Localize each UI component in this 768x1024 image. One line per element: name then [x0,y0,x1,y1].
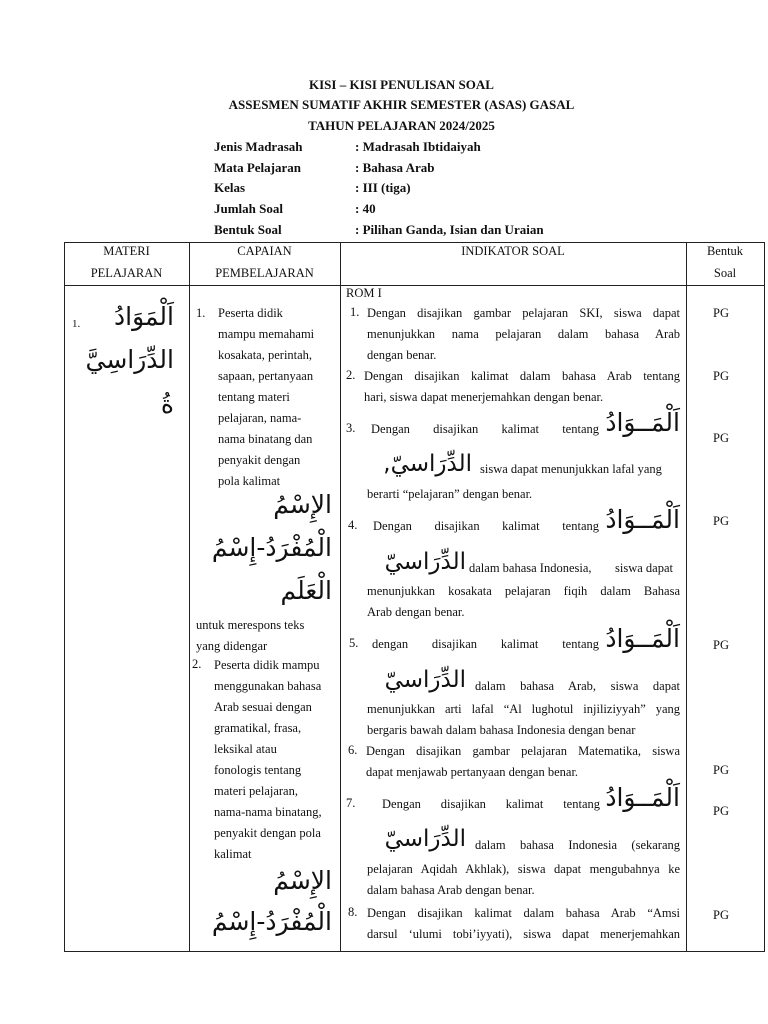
meta-label-jenis: Jenis Madrasah [214,139,303,154]
bentuk-1: PG [713,306,729,320]
capaian-1-after-line: untuk merespons teks [196,618,305,632]
meta-value-jumlah: : 40 [355,201,376,216]
column-divider-1 [189,242,190,952]
capaian-2-arabic-2: الْمُفْرَدُ-إِسْمُ [211,907,332,936]
indikator-1-line: dengan benar. [367,348,437,362]
capaian-1-arabic-1: الإِسْمُ [273,490,332,519]
doc-title-line3: TAHUN PELAJARAN 2024/2025 [308,118,495,133]
indikator-4-line1: Dengan disajikan kalimat tentang [373,519,599,533]
indikator-4-line: Arab dengan benar. [367,605,465,619]
indikator-7-text [367,859,680,901]
indikator-2-line: Dengan disajikan kalimat dalam bahasa Arab tentang [364,369,680,383]
column-divider-2 [340,242,341,952]
indikator-5-arabic-2: الدِّرَاسيّ [384,667,466,693]
meta-value-bentuk: : Pilihan Ganda, Isian dan Uraian [355,222,544,237]
header-indikator-text: INDIKATOR SOAL [461,244,565,258]
indikator-6-number: 6. [348,743,358,757]
indikator-2-number: 2. [346,368,356,382]
indikator-8-number: 8. [348,905,358,919]
capaian-2-line: fonologis tentang [214,763,302,777]
indikator-7-line: dalam bahasa Arab dengan benar. [367,883,535,897]
capaian-1-text [218,303,336,492]
indikator-rom: ROM I [346,286,382,300]
capaian-2-text [214,655,338,865]
meta-value-jenis: : Madrasah Ibtidaiyah [355,139,481,154]
capaian-2-line: menggunakan bahasa [214,679,322,693]
indikator-4-text [367,581,680,623]
indikator-5-number: 5. [349,636,359,650]
table-header-divider [64,285,765,286]
meta-label-bentuk: Bentuk Soal [214,222,282,237]
header-bentuk-line1: Bentuk [706,244,744,258]
table-border-bottom [64,951,765,952]
capaian-2-line: Arab sesuai dengan [214,700,312,714]
header-capaian [189,240,340,284]
indikator-7-arabic-1: اَلْمَــوَادُ [605,783,680,812]
bentuk-4: PG [713,514,729,528]
table-border-right [764,242,765,952]
capaian-1-number: 1. [196,306,206,320]
materi-arabic-line3: ةُ [160,390,174,419]
capaian-1-after [196,615,336,657]
capaian-1-line: penyakit dengan [218,453,301,467]
indikator-3-line2: siswa dapat menunjukkan lafal yang [480,462,662,476]
meta-label-jumlah: Jumlah Soal [214,201,283,216]
header-bentuk-line2: Soal [713,266,737,280]
indikator-7-line: pelajaran Aqidah Akhlak), siswa dapat mengubahnya ke [367,862,680,876]
capaian-1-line: Peserta didik [218,306,283,320]
materi-arabic-line2: الدِّرَاسِيَّ [85,345,174,374]
indikator-7-line1: Dengan disajikan kalimat tentang [382,797,600,811]
capaian-2-line: materi pelajaran, [214,784,298,798]
materi-number: 1. [72,318,81,330]
header-materi-line2: PELAJARAN [90,266,163,280]
indikator-7-arabic-2: الدِّرَاسيّ [384,826,466,852]
capaian-1-arabic-2: الْمُفْرَدُ-إِسْمُ [211,533,332,562]
meta-value-kelas: : III (tiga) [355,180,411,195]
capaian-1-line: kosakata, perintah, [218,348,313,362]
indikator-8-line: Dengan disajikan kalimat dalam bahasa Arab “Amsi [367,906,680,920]
doc-title-line2: ASSESMEN SUMATIF AKHIR SEMESTER (ASAS) GASAL [228,97,575,112]
bentuk-5: PG [713,638,729,652]
capaian-2-line: kalimat [214,847,252,861]
capaian-1-line: tentang materi [218,390,290,404]
indikator-8-line: darsul ‘ulumi tobi’iyyati), siswa dapat menerjemahkan [367,927,680,941]
indikator-5-line1: dengan disajikan kalimat tentang [372,637,599,651]
capaian-1-line: mampu memahami [218,327,315,341]
indikator-7-line2: dalam bahasa Indonesia (sekarang [475,838,680,852]
indikator-3-arabic-2: الدِّرَاسيّ, [383,451,472,477]
bentuk-3: PG [713,431,729,445]
indikator-5-line: menunjukkan arti lafal “Al lughotul injiliziyyah” yang [367,702,680,716]
indikator-4-arabic-1: اَلْمَــوَادُ [605,505,680,534]
capaian-2-line: gramatikal, frasa, [214,721,302,735]
indikator-5-arabic-1: اَلْمَــوَادُ [605,624,680,653]
column-divider-3 [686,242,687,952]
capaian-2-line: leksikal atau [214,742,277,756]
indikator-7-number: 7. [346,796,356,810]
bentuk-2: PG [713,369,729,383]
header-capaian-line2: PEMBELAJARAN [215,266,314,280]
table-border-left [64,242,65,952]
indikator-3-number: 3. [346,421,356,435]
indikator-2-text [364,366,680,408]
indikator-1-line: menunjukkan nama pelajaran dalam bahasa Arab [367,327,680,341]
indikator-3-line3: berarti “pelajaran” dengan benar. [367,487,533,501]
indikator-4-line: menunjukkan kosakata pelajaran fiqih dalam Bahasa [367,584,680,598]
indikator-4-arabic-2: الدِّرَاسيّ [384,549,466,575]
header-indikator [340,240,686,262]
bentuk-8: PG [713,908,729,922]
indikator-3-arabic-1: اَلْمَــوَادُ [605,408,680,437]
bentuk-7: PG [713,804,729,818]
indikator-5-line: bergaris bawah dalam bahasa Indonesia dengan benar [367,723,636,737]
bentuk-6: PG [713,763,729,777]
capaian-1-line: nama binatang dan [218,432,313,446]
indikator-8-text [367,903,680,945]
header-materi [64,240,189,284]
header-bentuk [686,240,764,284]
capaian-2-line: penyakit dengan pola [214,826,321,840]
indikator-6-line: dapat menjawab pertanyaan dengan benar. [366,765,579,779]
indikator-3-line1: Dengan disajikan kalimat tentang [371,422,599,436]
capaian-1-line: pelajaran, nama- [218,411,302,425]
capaian-1-line: pola kalimat [218,474,281,488]
indikator-4-line2b: siswa dapat [615,561,673,575]
indikator-6-text [366,741,680,783]
capaian-1-after-line: yang didengar [196,639,268,653]
capaian-2-line: Peserta didik mampu [214,658,320,672]
indikator-6-line: Dengan disajikan gambar pelajaran Matematika, siswa [366,744,680,758]
indikator-1-number: 1. [350,305,360,319]
indikator-4-line2a: dalam bahasa Indonesia, [469,561,592,575]
indikator-4-number: 4. [348,518,358,532]
capaian-2-number: 2. [192,657,202,671]
capaian-1-line: sapaan, pertanyaan [218,369,314,383]
meta-value-mapel: : Bahasa Arab [355,160,435,175]
capaian-1-arabic-3: الْعَلَم [280,576,332,605]
indikator-2-line: hari, siswa dapat menerjemahkan dengan benar. [364,390,604,404]
meta-label-mapel: Mata Pelajaran [214,160,302,175]
capaian-2-arabic-1: الإِسْمُ [273,866,332,895]
materi-arabic-line1: اَلْمَوَادُ [113,302,174,331]
indikator-1-line: Dengan disajikan gambar pelajaran SKI, siswa dapat [367,306,680,320]
doc-title-line1: KISI – KISI PENULISAN SOAL [309,77,494,92]
header-capaian-line1: CAPAIAN [237,244,292,258]
header-materi-line1: MATERI [103,244,150,258]
capaian-2-line: nama-nama binatang, [214,805,322,819]
meta-label-kelas: Kelas [214,180,246,195]
indikator-5-text [367,699,680,741]
indikator-1-text [367,303,680,366]
indikator-5-line2: dalam bahasa Arab, siswa dapat [475,679,680,693]
